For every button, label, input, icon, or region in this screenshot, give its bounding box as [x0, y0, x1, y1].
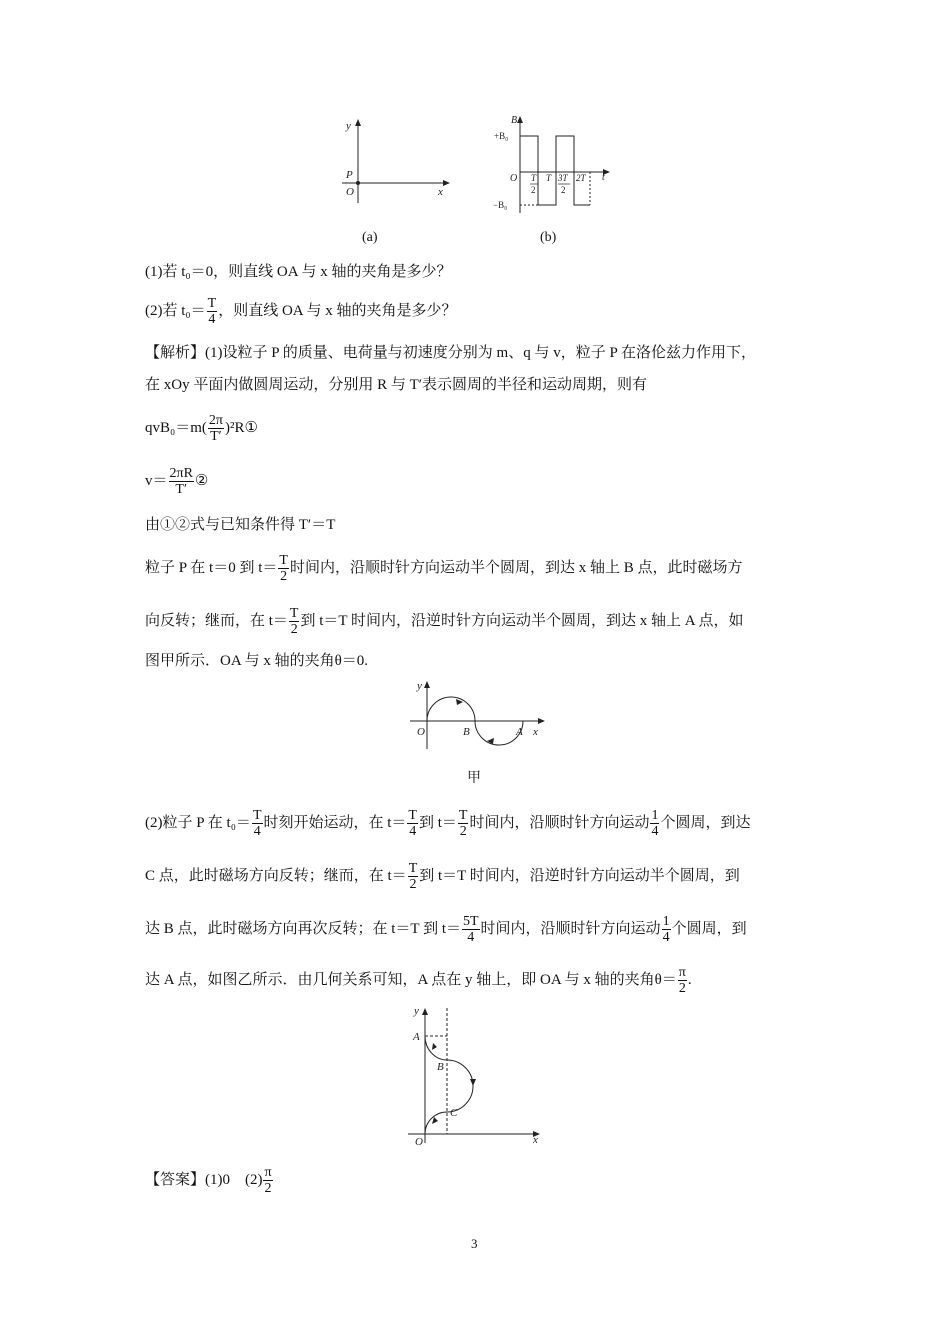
figure-b: [490, 108, 615, 218]
point-p-label: P: [346, 169, 353, 181]
jia-y-label: y: [417, 680, 422, 692]
tick-t-full: T: [546, 173, 552, 183]
part2-line-4: 达 A 点，如图乙所示．由几何关系可知，A 点在 y 轴上，即 OA 与 x 轴的夹角θ＝ $\frac{\pi}{2}$ .: [145, 965, 692, 996]
question-2: (2)若 t₀＝ $\frac{T}{4}$ ，则直线 OA 与 x 轴的夹角是多少？: [145, 296, 457, 327]
part2-line-1: (2)粒子 P 在 t₀＝ $\frac{T}{4}$ 时刻开始运动，在 t＝ $\frac{T}{4}$ 到 t＝ $\frac{T}{2}$ 时间内，沿顺时针方向运动 $\frac{1}{4}$ 个圆周，到达: [145, 808, 751, 839]
jia-x-label: x: [533, 726, 538, 738]
jia-b-label: B: [463, 726, 470, 738]
fraction: $\frac{T}{4}$: [207, 296, 217, 327]
tick-3t-half-num: 3T: [558, 173, 568, 183]
yi-b-label: B: [437, 1061, 444, 1073]
analysis-line-2: 在 xOy 平面内做圆周运动，分别用 R 与 T′表示圆周的半径和运动周期，则有: [145, 377, 648, 393]
b-axis-label: B: [511, 115, 518, 126]
tick-2t: 2T: [576, 173, 586, 183]
tick-3t-half-den: 2: [561, 185, 566, 195]
analysis-line-3: 由①②式与已知条件得 T′＝T: [145, 517, 336, 533]
question-1: (1)若 t₀＝0，则直线 OA 与 x 轴的夹角是多少？: [145, 264, 452, 280]
tick-t-half-den: 2: [531, 185, 536, 195]
analysis-line-4: 粒子 P 在 t＝0 到 t＝ $\frac{T}{2}$ 时间内，沿顺时针方向运动半个圆周，到达 x 轴上 B 点，此时磁场方: [145, 553, 743, 584]
yi-x-label: x: [533, 1134, 538, 1145]
figure-yi: [400, 1000, 550, 1145]
caption-a: (a): [362, 230, 378, 245]
answer-line: 【答案】(1)0 (2) $\frac{\pi}{2}$: [145, 1165, 272, 1196]
part2-line-2: C 点，此时磁场方向反转；继而，在 t＝ $\frac{T}{2}$ 到 t＝T 时间内，沿逆时针方向运动半个圆周，到: [145, 861, 740, 892]
t-axis-label: t: [602, 172, 605, 183]
yi-y-label: y: [414, 1005, 419, 1017]
jia-o-label: O: [417, 726, 425, 738]
plus-b0-label: +B₀: [494, 131, 509, 141]
origin-label: O: [346, 186, 354, 198]
part2-line-3: 达 B 点，此时磁场方向再次反转；在 t＝T 到 t＝ $\frac{5T}{4}$ 时间内，沿顺时针方向运动 $\frac{1}{4}$ 个圆周，到: [145, 914, 747, 945]
page-number: 3: [471, 1236, 478, 1251]
caption-b: (b): [540, 230, 557, 245]
analysis-line-1: 【解析】(1)设粒子 P 的质量、电荷量与初速度分别为 m、q 与 v，粒子 P 在洛伦兹力作用下，: [145, 345, 756, 361]
analysis-line-5: 向反转；继而，在 t＝ $\frac{T}{2}$ 到 t＝T 时间内，沿逆时针方向运动半个圆周，到达 x 轴上 A 点，如: [145, 606, 744, 637]
jia-a-label: A: [516, 726, 523, 738]
origin-b-label: O: [510, 173, 518, 184]
equation-2: v＝ $\frac{2\pi R}{T'}$ ②: [145, 466, 209, 497]
minus-b0-label: −B₀: [493, 200, 508, 210]
analysis-line-6: 图甲所示．OA 与 x 轴的夹角θ＝0.: [145, 653, 369, 669]
tick-t-half-num: T: [531, 173, 537, 183]
yi-a-label: A: [413, 1031, 420, 1043]
equation-1: qvB₀＝m( $\frac{2\pi}{T'}$ )²R①: [145, 413, 258, 444]
yi-o-label: O: [415, 1136, 423, 1145]
figure-jia: [405, 675, 555, 750]
axis-y-label: y: [346, 120, 351, 132]
axis-x-label: x: [438, 186, 443, 198]
figure-a: [330, 115, 455, 205]
caption-jia: 甲: [467, 771, 481, 786]
yi-c-label: C: [450, 1107, 458, 1119]
